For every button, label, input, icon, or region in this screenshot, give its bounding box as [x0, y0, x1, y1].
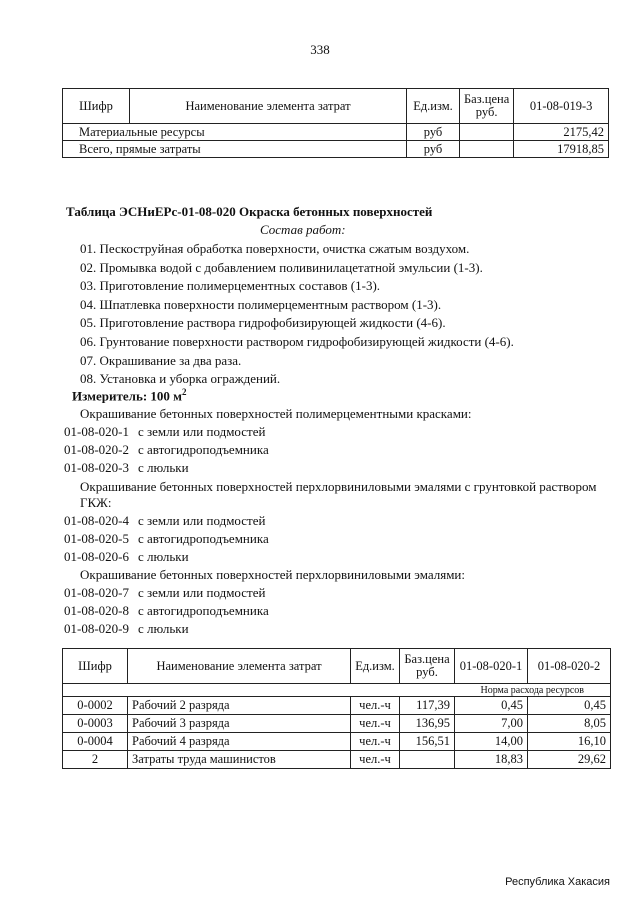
operation-item: 06. Грунтование поверхности раствором гидрофобизирующей жидкости (4-6).	[80, 333, 514, 349]
cell-unit: чел.-ч	[351, 733, 400, 751]
cell-name: Рабочий 3 разряда	[128, 715, 351, 733]
header-code-2: 01-08-020-2	[528, 649, 611, 684]
header-unit: Ед.изм.	[407, 89, 460, 124]
cost-table-top	[62, 88, 609, 158]
cell-name: Рабочий 4 разряда	[128, 733, 351, 751]
operation-item: 05. Приготовление раствора гидрофобизирующей жидкости (4-6).	[80, 315, 446, 331]
cell-unit: чел.-ч	[351, 751, 400, 769]
operation-item: 02. Промывка водой с добавлением поливинилацетатной эмульсии (1-3).	[80, 259, 483, 275]
row-name: Всего, прямые затраты	[63, 141, 407, 158]
operations-list	[80, 240, 514, 389]
header-shifr: Шифр	[63, 89, 130, 124]
list-item	[64, 424, 265, 440]
page-number: 338	[310, 42, 330, 57]
list-item	[64, 585, 265, 601]
row-value: 2175,42	[514, 124, 609, 141]
cell-v2: 0,45	[528, 697, 611, 715]
item-code: 01-08-020-2	[64, 442, 129, 457]
list-item	[64, 621, 189, 637]
table-title: Таблица ЭСНиЕРс-01-08-020 Окраска бетонных поверхностей	[66, 204, 433, 219]
row-name: Материальные ресурсы	[63, 124, 407, 141]
cell-name: Рабочий 2 разряда	[128, 697, 351, 715]
izmeritel-power: 2	[182, 387, 187, 397]
resource-table	[62, 648, 611, 769]
cell-unit: чел.-ч	[351, 715, 400, 733]
item-code: 01-08-020-8	[64, 603, 129, 618]
operation-item: 01. Пескоструйная обработка поверхности, очистка сжатым воздухом.	[80, 241, 470, 256]
cell-price: 136,95	[400, 715, 455, 733]
item-code: 01-08-020-5	[64, 531, 129, 546]
item-code: 01-08-020-9	[64, 621, 129, 636]
item-text: с люльки	[138, 460, 189, 475]
cell-name: Затраты труда машинистов	[128, 751, 351, 769]
table-row	[63, 715, 611, 733]
izmeritel	[72, 387, 187, 404]
item-text: с автогидроподъемника	[138, 603, 269, 618]
item-text: с земли или подмостей	[138, 585, 266, 600]
header-code: 01-08-019-3	[514, 89, 609, 124]
header-name: Наименование элемента затрат	[128, 649, 351, 684]
item-code: 01-08-020-3	[64, 460, 129, 475]
item-code: 01-08-020-1	[64, 424, 129, 439]
operation-item: 04. Шпатлевка поверхности полимерцементным раствором (1-3).	[80, 296, 442, 312]
item-text: с земли или подмостей	[138, 424, 266, 439]
header-unit: Ед.изм.	[351, 649, 400, 684]
izmeritel-label: Измеритель: 100 м	[72, 388, 183, 404]
cell-code: 0-0002	[63, 697, 128, 715]
footer-region: Республика Хакасия	[505, 876, 610, 888]
cell-unit: чел.-ч	[351, 697, 400, 715]
group-title: Окрашивание бетонных поверхностей перхлорвиниловыми эмалями с грунтовкой раствором ГКЖ:	[80, 479, 597, 510]
operation-item: 08. Установка и уборка ограждений.	[80, 371, 281, 387]
item-code: 01-08-020-6	[64, 549, 129, 564]
item-text: с автогидроподъемника	[138, 531, 269, 546]
item-text: с люльки	[138, 549, 189, 564]
cell-v1: 7,00	[455, 715, 528, 733]
row-unit: руб	[407, 141, 460, 158]
table-row	[63, 733, 611, 751]
table-row	[63, 697, 611, 715]
cell-v2: 29,62	[528, 751, 611, 769]
header-code-1: 01-08-020-1	[455, 649, 528, 684]
header-price: Баз.цена руб.	[400, 649, 455, 684]
cell-v1: 0,45	[455, 697, 528, 715]
list-item	[64, 549, 189, 565]
list-item	[64, 603, 269, 619]
cell-price: 117,39	[400, 697, 455, 715]
cell-v2: 16,10	[528, 733, 611, 751]
row-value: 17918,85	[514, 141, 609, 158]
cell-v1: 18,83	[455, 751, 528, 769]
list-item	[64, 460, 189, 476]
operation-item: 03. Приготовление полимерцементных составов (1-3).	[80, 278, 381, 294]
cell-v2: 8,05	[528, 715, 611, 733]
header-name: Наименование элемента затрат	[130, 89, 407, 124]
group-title: Окрашивание бетонных поверхностей полимерцементными красками:	[80, 406, 472, 421]
cell-code: 2	[63, 751, 128, 769]
table-row	[63, 141, 609, 158]
item-code: 01-08-020-4	[64, 513, 129, 528]
cell-price: 156,51	[400, 733, 455, 751]
header-price: Баз.цена руб.	[460, 89, 514, 124]
header-shifr: Шифр	[63, 649, 128, 684]
sostav-label: Состав работ:	[260, 222, 346, 237]
item-text: с автогидроподъемника	[138, 442, 269, 457]
list-item	[64, 513, 265, 529]
group-title: Окрашивание бетонных поверхностей перхлорвиниловыми эмалями:	[80, 567, 465, 582]
item-code: 01-08-020-7	[64, 585, 129, 600]
cell-code: 0-0003	[63, 715, 128, 733]
table-row	[63, 124, 609, 141]
table-row	[63, 751, 611, 769]
list-item	[64, 531, 269, 547]
item-text: с земли или подмостей	[138, 513, 266, 528]
operation-item: 07. Окрашивание за два раза.	[80, 352, 242, 368]
cell-v1: 14,00	[455, 733, 528, 751]
cell-price	[400, 751, 455, 769]
cell-code: 0-0004	[63, 733, 128, 751]
row-unit: руб	[407, 124, 460, 141]
norma-label: Норма расхода ресурсов	[455, 684, 611, 697]
item-text: с люльки	[138, 621, 189, 636]
list-item	[64, 442, 269, 458]
